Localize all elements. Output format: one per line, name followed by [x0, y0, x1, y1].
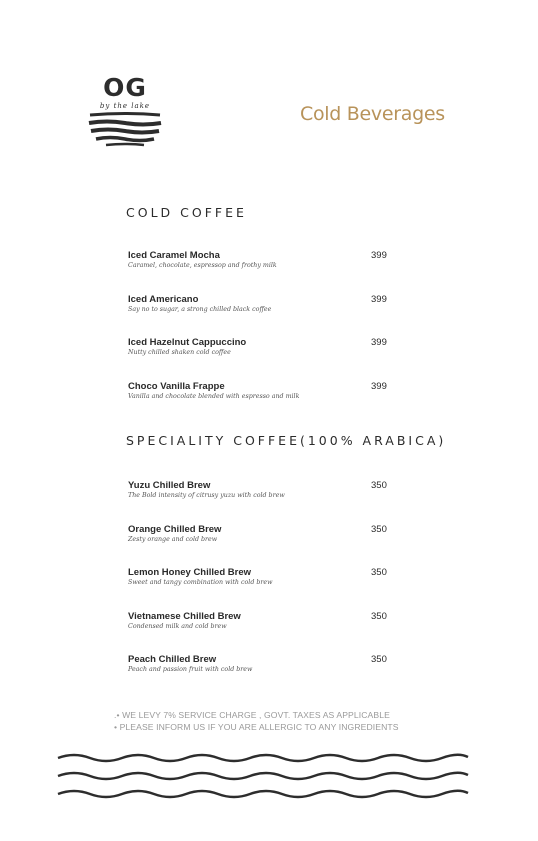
item-name: Lemon Honey Chilled Brew [128, 567, 251, 578]
section-speciality-coffee [128, 480, 398, 698]
item-price: 399 [371, 250, 387, 261]
page-title: Cold Beverages [300, 103, 445, 125]
item-price: 350 [371, 523, 387, 535]
item-name: Iced Caramel Mocha [128, 250, 220, 261]
item-price: 350 [371, 567, 387, 578]
menu-item [128, 294, 398, 338]
item-description: Peach and passion fruit with cold brew [128, 666, 253, 673]
menu-item [128, 250, 398, 294]
item-description: Nutty chilled shaken cold coffee [128, 349, 231, 356]
wavy-lines-icon [56, 752, 470, 802]
menu-item [128, 337, 398, 381]
item-price: 350 [371, 654, 387, 665]
menu-item [128, 654, 398, 698]
item-name: Iced Hazelnut Cappuccino [128, 337, 247, 348]
item-name: Orange Chilled Brew [128, 523, 222, 535]
section-title-speciality-coffee: SPECIALITY COFFEE(100% ARABICA) [126, 433, 447, 448]
menu-item [128, 524, 398, 568]
brand-logo [88, 74, 162, 148]
section-title-cold-coffee: COLD COFFEE [126, 205, 247, 220]
item-description: Zesty orange and cold brew [128, 535, 218, 543]
item-description: Caramel, chocolate, espressop and frothy milk [128, 262, 277, 269]
item-price: 399 [371, 337, 387, 348]
menu-item [128, 567, 398, 611]
item-description: Sweet and tangy combination with cold brew [128, 579, 273, 586]
logo-text: OG [103, 73, 147, 102]
item-name: Iced Americano [128, 293, 199, 305]
section-cold-coffee [128, 250, 398, 424]
menu-item [128, 611, 398, 655]
item-name: Vietnamese Chilled Brew [128, 610, 241, 622]
item-price: 399 [371, 380, 387, 392]
item-name: Peach Chilled Brew [128, 654, 217, 665]
note-allergy: • PLEASE INFORM US IF YOU ARE ALLERGIC TO ANY INGREDIENTS [114, 722, 399, 732]
item-name: Choco Vanilla Frappe [128, 380, 225, 392]
item-description: Vanilla and chocolate blended with espresso and milk [128, 392, 300, 400]
menu-item [128, 381, 398, 425]
item-price: 350 [371, 610, 387, 622]
item-price: 350 [371, 480, 387, 491]
item-price: 399 [371, 293, 387, 305]
footer-notes [114, 709, 399, 733]
item-description: Say no to sugar, a strong chilled black coffee [128, 305, 272, 313]
item-name: Yuzu Chilled Brew [128, 480, 211, 491]
item-description: The Bold intensity of citrusy yuzu with cold brew [128, 492, 285, 499]
item-description: Condensed milk and cold brew [128, 622, 227, 630]
note-service-charge: .• WE LEVY 7% SERVICE CHARGE , GOVT. TAXES AS APPLICABLE [114, 710, 390, 720]
logo-subtext: by the lake [99, 102, 151, 110]
waves-icon [88, 112, 162, 148]
menu-item [128, 480, 398, 524]
